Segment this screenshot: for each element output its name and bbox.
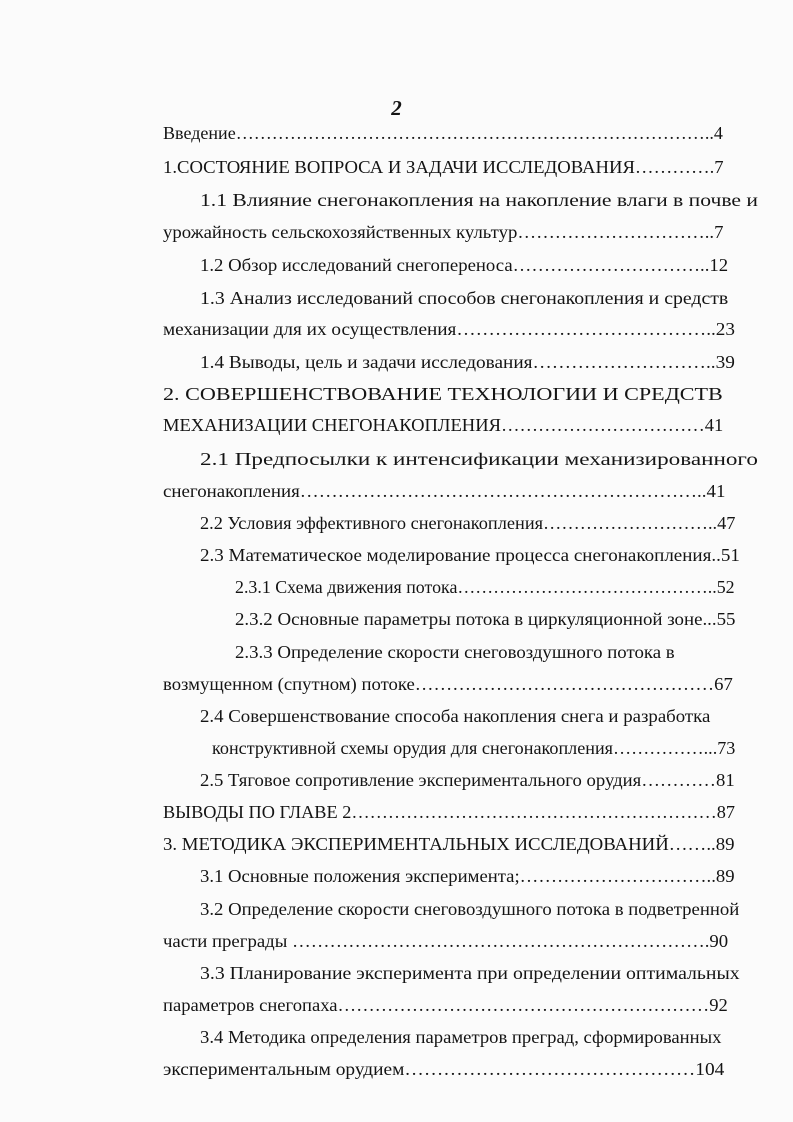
toc-line: параметров снегопаха……………………………………………………92 bbox=[163, 995, 728, 1015]
toc-line: урожайность сельскохозяйственных культур…………………………..7 bbox=[163, 222, 724, 242]
toc-line: 2. СОВЕРШЕНСТВОВАНИЕ ТЕХНОЛОГИИ И СРЕДСТВ bbox=[163, 384, 723, 404]
toc-line: ВЫВОДЫ ПО ГЛАВЕ 2……………………………………………………87 bbox=[163, 802, 736, 822]
toc-line: 3.3 Планирование эксперимента при определении оптимальных bbox=[200, 963, 740, 983]
page-number: 2 bbox=[391, 96, 402, 120]
toc-line: 2.3.2 Основные параметры потока в циркуляционной зоне...55 bbox=[235, 609, 736, 629]
toc-line: 2.1 Предпосылки к интенсификации механизированного bbox=[200, 449, 758, 469]
toc-line: 2.3.3 Определение скорости снеговоздушного потока в bbox=[235, 642, 675, 662]
toc-line: возмущенном (спутном) потоке…………………………………………67 bbox=[163, 674, 733, 694]
toc-line: 2.4 Совершенствование способа накопления снега и разработка bbox=[200, 706, 711, 726]
toc-line: 2.3.1 Схема движения потока……………………………………..52 bbox=[235, 577, 735, 597]
toc-line: конструктивной схемы орудия для снегонакопления……………...73 bbox=[212, 738, 736, 758]
toc-line: 2.2 Условия эффективного снегонакопления………………………..47 bbox=[200, 513, 736, 533]
toc-line: 1.4 Выводы, цель и задачи исследования………………………..39 bbox=[200, 352, 735, 372]
toc-line: 3. МЕТОДИКА ЭКСПЕРИМЕНТАЛЬНЫХ ИССЛЕДОВАНИЙ……..89 bbox=[163, 834, 735, 854]
toc-line: 3.2 Определение скорости снеговоздушного потока в подветренной bbox=[200, 899, 740, 919]
toc-line: 3.4 Методика определения параметров преград, сформированных bbox=[200, 1027, 722, 1047]
toc-line: 2.3 Математическое моделирование процесса снегонакопления..51 bbox=[200, 545, 740, 565]
toc-line: 1.3 Анализ исследований способов снегонакопления и средств bbox=[200, 288, 729, 308]
toc-line: МЕХАНИЗАЦИИ СНЕГОНАКОПЛЕНИЯ……………………………41 bbox=[163, 415, 724, 435]
toc-line: 1.СОСТОЯНИЕ ВОПРОСА И ЗАДАЧИ ИССЛЕДОВАНИЯ………….7 bbox=[163, 157, 724, 177]
toc-line: Введение……………………………………………………………………..4 bbox=[163, 123, 723, 143]
toc-line: 1.2 Обзор исследований снегопереноса…………………………..12 bbox=[200, 255, 729, 275]
toc-line: механизации для их осуществления…………………………………..23 bbox=[163, 319, 736, 339]
toc-line: экспериментальным орудием………………………………………104 bbox=[163, 1059, 725, 1079]
toc-line: 2.5 Тяговое сопротивление экспериментального орудия…………81 bbox=[200, 770, 735, 790]
toc-line: части преграды ………………………………………………………….90 bbox=[163, 931, 729, 951]
toc-line: 3.1 Основные положения эксперимента;…………………………..89 bbox=[200, 866, 735, 886]
toc-line: снегонакопления………………………………………………………..41 bbox=[163, 481, 726, 501]
toc-line: 1.1 Влияние снегонакопления на накопление влаги в почве и bbox=[200, 190, 759, 210]
